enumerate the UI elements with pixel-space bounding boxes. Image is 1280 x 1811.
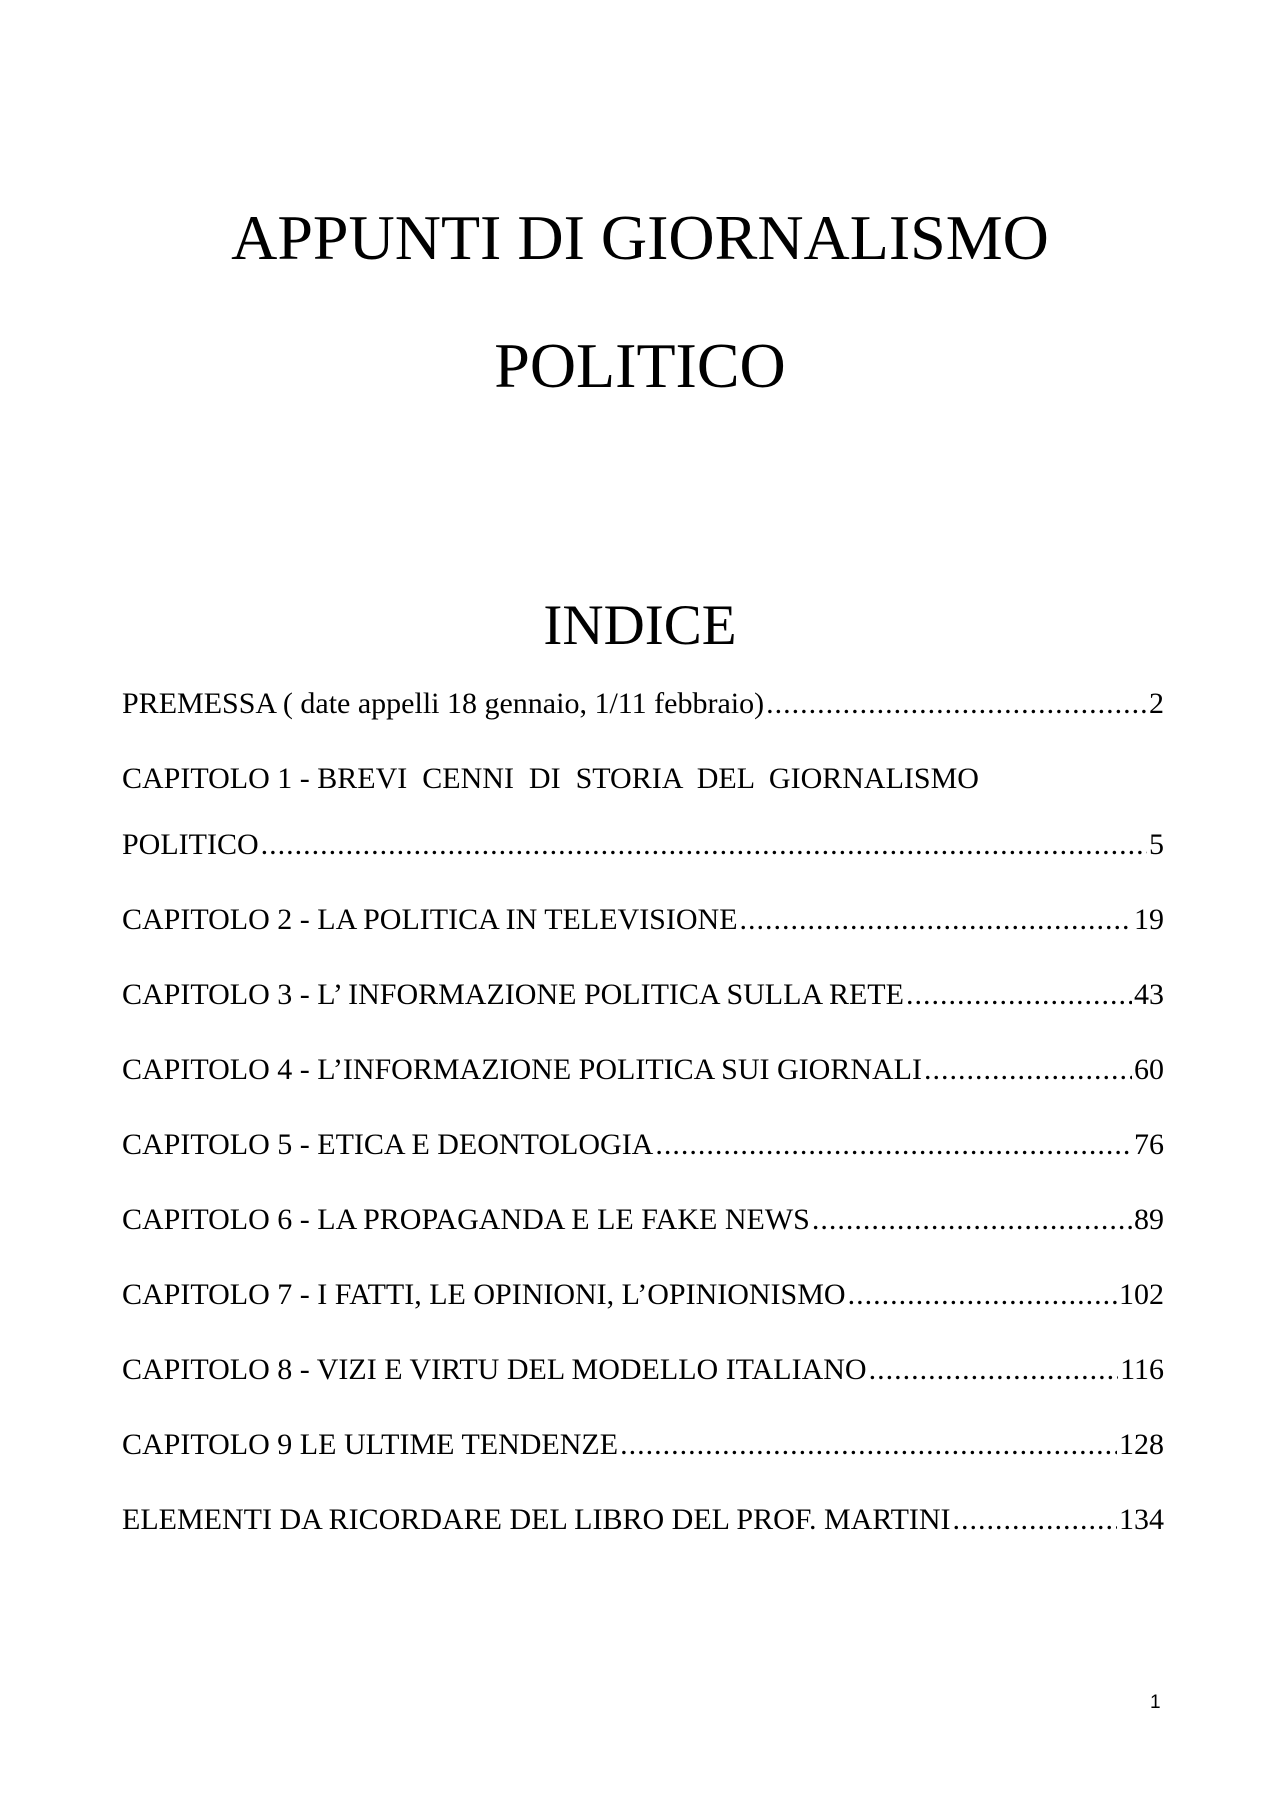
document-title-line-1: APPUNTI DI GIORNALISMO: [231, 202, 1049, 273]
toc-dot-leader: [924, 1055, 1132, 1085]
toc-entry-label: CAPITOLO 9 LE ULTIME TENDENZE: [122, 1428, 619, 1461]
toc-dot-leader: [869, 1355, 1119, 1385]
toc-entry-premessa[interactable]: [122, 689, 1164, 719]
toc-entry-capitolo-3[interactable]: [122, 980, 1164, 1010]
toc-entry-label: ELEMENTI DA RICORDARE DEL LIBRO DEL PROF. MARTINI: [122, 1503, 951, 1536]
toc-entry-label: PREMESSA ( date appelli 18 gennaio, 1/11 febbraio): [122, 687, 765, 720]
toc-entry-label: CAPITOLO 4 - L’INFORMAZIONE POLITICA SUI GIORNALI: [122, 1053, 922, 1086]
toc-entry-capitolo-6[interactable]: [122, 1205, 1164, 1235]
toc-entry-label: POLITICO: [122, 828, 259, 861]
toc-entry-page: 128: [1119, 1428, 1164, 1461]
toc-dot-leader: [620, 1430, 1117, 1460]
toc-dot-leader: [766, 689, 1147, 719]
toc-entry-page: 134: [1119, 1503, 1164, 1536]
toc-dot-leader: [953, 1505, 1117, 1535]
toc-entry-capitolo-5[interactable]: [122, 1130, 1164, 1160]
toc-dot-leader: [906, 980, 1132, 1010]
toc-entry-page: 5: [1149, 828, 1164, 861]
toc-dot-leader: [812, 1205, 1132, 1235]
toc-entry-page: 89: [1134, 1203, 1164, 1236]
toc-entry-page: 116: [1120, 1353, 1164, 1386]
toc-entry-label: CAPITOLO 6 - LA PROPAGANDA E LE FAKE NEWS: [122, 1203, 810, 1236]
toc-entry-page: 102: [1119, 1278, 1164, 1311]
toc-dot-leader: [261, 830, 1147, 860]
toc-dot-leader: [740, 905, 1132, 935]
toc-entry-capitolo-9[interactable]: [122, 1430, 1164, 1460]
toc-dot-leader: [848, 1280, 1117, 1310]
toc-entry-capitolo-8[interactable]: [122, 1355, 1164, 1385]
toc-entry-capitolo-1-line-1[interactable]: CAPITOLO 1 - BREVI CENNI DI STORIA DEL GIORNALISMO: [122, 762, 979, 795]
toc-entry-label: CAPITOLO 5 - ETICA E DEONTOLOGIA: [122, 1128, 654, 1161]
document-title-line-2: POLITICO: [494, 330, 786, 401]
toc-entry-capitolo-7[interactable]: [122, 1280, 1164, 1310]
toc-entry-page: 19: [1134, 903, 1164, 936]
toc-entry-page: 43: [1134, 978, 1164, 1011]
toc-dot-leader: [655, 1130, 1132, 1160]
toc-entry-label: CAPITOLO 2 - LA POLITICA IN TELEVISIONE: [122, 903, 738, 936]
toc-entry-capitolo-1[interactable]: [122, 830, 1164, 860]
toc-entry-capitolo-4[interactable]: [122, 1055, 1164, 1085]
toc-entry-label: CAPITOLO 8 - VIZI E VIRTU DEL MODELLO ITALIANO: [122, 1353, 867, 1386]
toc-entry-page: 2: [1149, 687, 1164, 720]
toc-entry-capitolo-2[interactable]: [122, 905, 1164, 935]
toc-entry-elementi[interactable]: [122, 1505, 1164, 1535]
toc-entry-page: 60: [1134, 1053, 1164, 1086]
toc-entry-page: 76: [1134, 1128, 1164, 1161]
page-number: 1: [1150, 1692, 1161, 1713]
toc-entry-label: CAPITOLO 3 - L’ INFORMAZIONE POLITICA SULLA RETE: [122, 978, 904, 1011]
index-heading: INDICE: [543, 594, 737, 657]
toc-entry-label: CAPITOLO 7 - I FATTI, LE OPINIONI, L’OPINIONISMO: [122, 1278, 846, 1311]
